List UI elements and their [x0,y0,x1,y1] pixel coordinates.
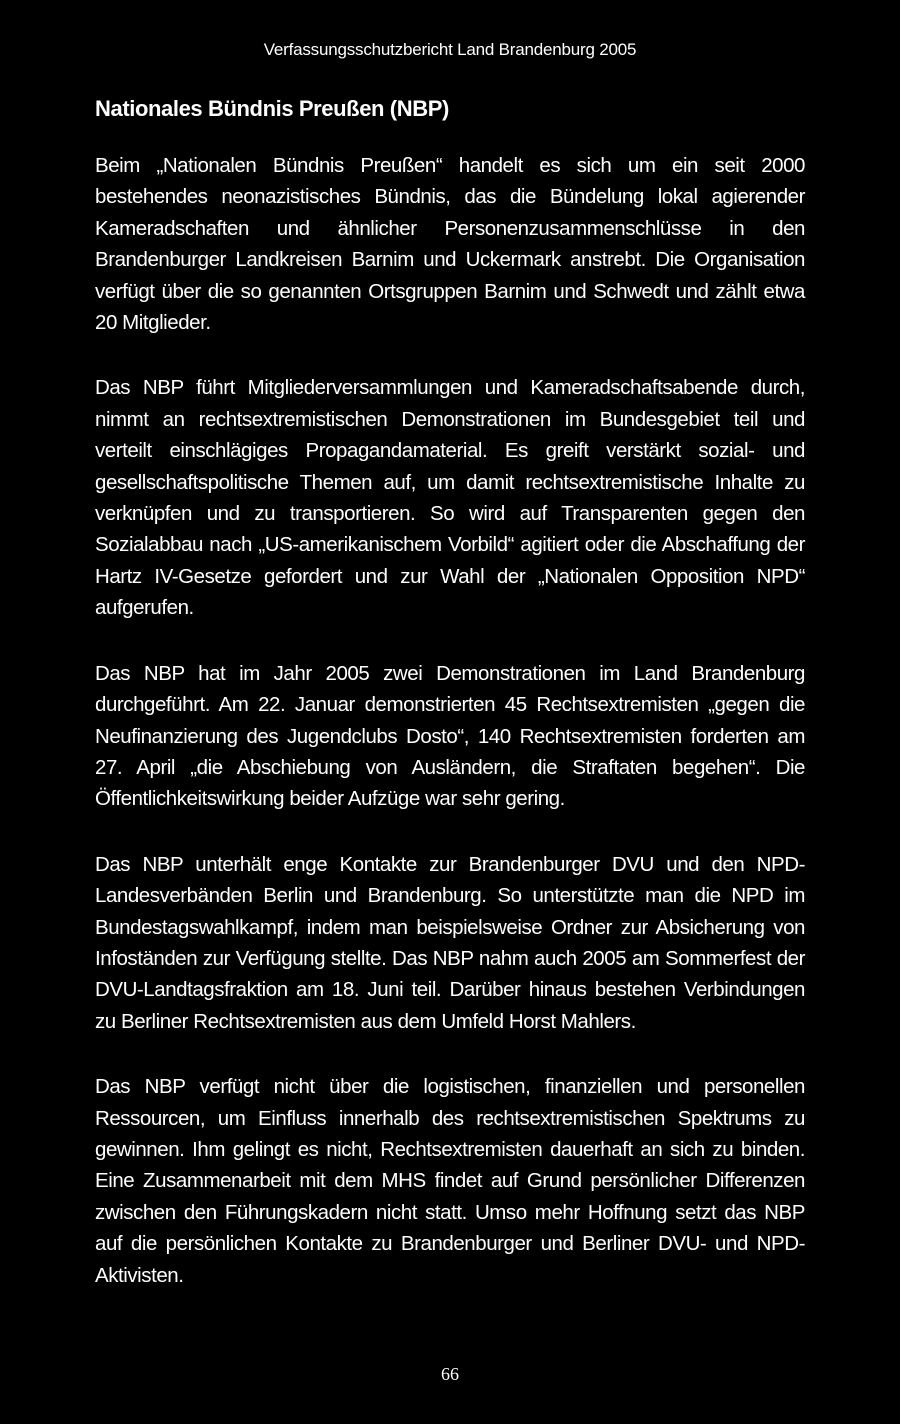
paragraph-5: Das NBP verfügt nicht über die logistischen, finanziellen und personellen Ressourcen, um Einfluss innerhalb des rechtsextremistischen Spektrums zu gewinnen. Ihm gelingt es nicht, Rechtsextremisten dauerhaft an sich zu binden. Eine Zusammenarbeit mit dem MHS findet auf Grund persönlicher Differenzen zwischen den Führungskadern nicht statt. Umso mehr Hoffnung setzt das NBP auf die persönlichen Kontakte zu Brandenburger und Berliner DVU- und NPD-Aktivisten. [95,1075,805,1287]
paragraph-4: Das NBP unterhält enge Kontakte zur Brandenburger DVU und den NPD-Landesverbänden Berlin und Brandenburg. So unterstützte man die NPD im Bundestagswahlkampf, indem man beispielsweise Ordner zur Absicherung von Infoständen zur Verfügung stellte. Das NBP nahm auch 2005 am Sommerfest der DVU-Landtagsfraktion am 18. Juni teil. Darüber hinaus bestehen Verbindungen zu Berliner Rechtsextremisten aus dem Umfeld Horst Mahlers. [95,852,805,1033]
page-number: 66 [441,1364,459,1384]
running-header: Verfassungsschutzbericht Land Brandenburg 2005 [263,40,637,59]
body-text [95,150,805,1325]
paragraph-1: Beim „Nationalen Bündnis Preußen“ handelt es sich um ein seit 2000 bestehendes neonazistisches Bündnis, das die Bündelung lokal agierender Kameradschaften und ähnlicher Personenzusammenschlüsse in den Brandenburger Landkreisen Barnim und Uckermark anstrebt. Die Organisation verfügt über die so genannten Ortsgruppen Barnim und Schwedt und zählt etwa 20 Mitglieder. [95,154,805,335]
paragraph-2: Das NBP führt Mitgliederversammlungen und Kameradschaftsabende durch, nimmt an rechtsextremistischen Demonstrationen im Bundesgebiet teil und verteilt einschlägiges Propagandamaterial. Es greift verstärkt sozial- und gesellschaftspolitische Themen auf, um damit rechtsextremistische Inhalte zu verknüpfen und zu transportieren. So wird auf Transparenten gegen den Sozialabbau nach „US-amerikanischem Vorbild“ agitiert oder die Abschaffung der Hartz IV-Gesetze gefordert und zur Wahl der „Nationalen Opposition NPD“ aufgerufen. [95,376,805,620]
paragraph-3: Das NBP hat im Jahr 2005 zwei Demonstrationen im Land Brandenburg durchgeführt. Am 22. Januar demonstrierten 45 Rechtsextremisten „gegen die Neufinanzierung des Jugendclubs Dosto“, 140 Rechtsextremisten forderten am 27. April „die Abschiebung von Ausländern, die Straftaten begehen“. Die Öffentlichkeitswirkung beider Aufzüge war sehr gering. [95,661,805,811]
section-title: Nationales Bündnis Preußen (NBP) [95,96,449,121]
